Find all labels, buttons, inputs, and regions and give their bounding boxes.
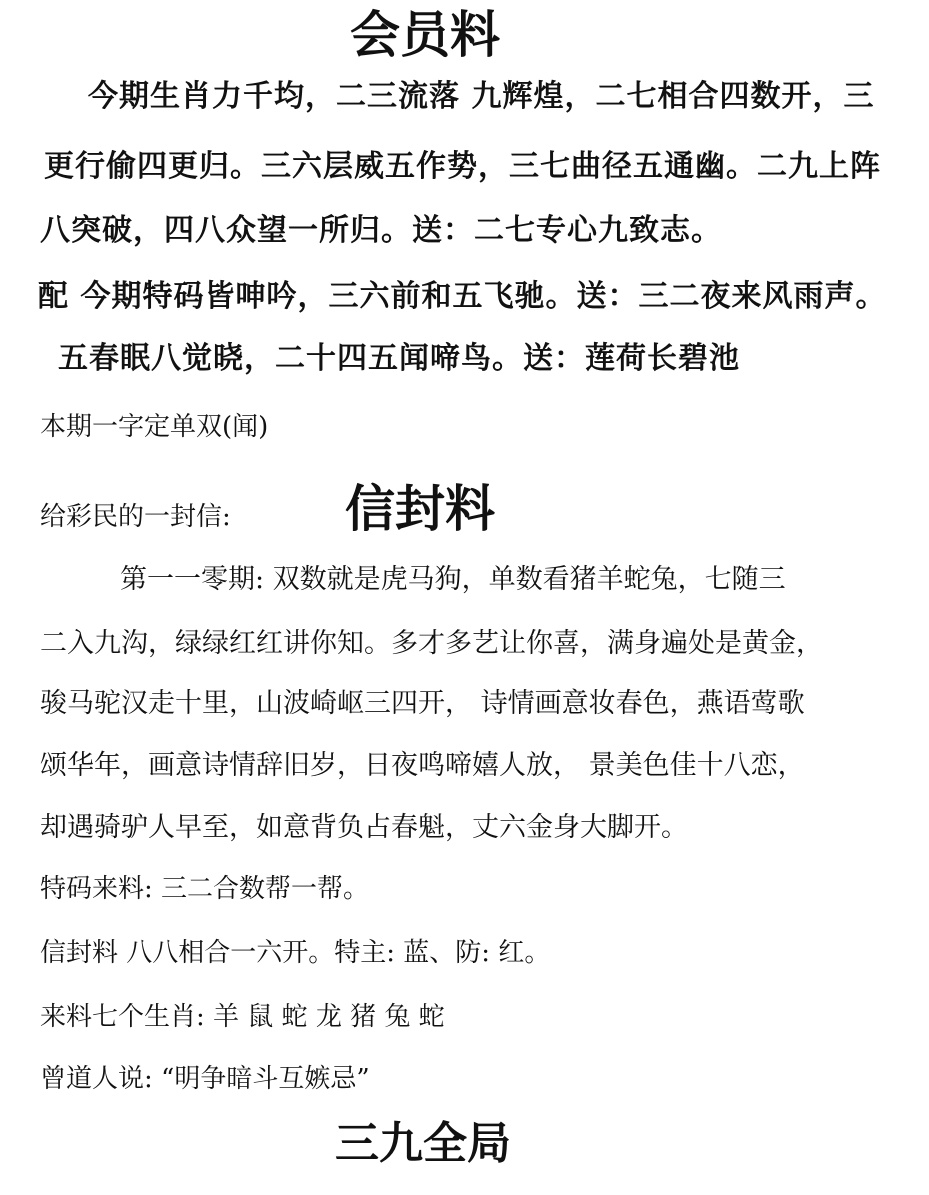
text-line: 颂华年，画意诗情辞旧岁，日夜鸣啼嬉人放， 景美色佳十八恋， bbox=[40, 750, 805, 781]
text-line: 第一一零期: 双数就是虎马狗，单数看猪羊蛇兔，七随三 bbox=[120, 564, 786, 595]
section-title-members: 会员料 bbox=[350, 5, 500, 64]
text-line: 今期生肖力千均，二三流落 九辉煌，二七相合四数开，三 bbox=[88, 79, 875, 114]
envelope-line: 信封料 八八相合一六开。特主: 蓝、防: 红。 bbox=[40, 938, 551, 968]
text-line: 更行偷四更归。三六层威五作势，三七曲径五通幽。二九上阵 bbox=[44, 149, 881, 184]
special-code-line: 特码来料: 三二合数帮一帮。 bbox=[40, 874, 370, 904]
text-line: 却遇骑驴人早至，如意背负占春魁，丈六金身大脚开。 bbox=[40, 812, 688, 843]
text-line: 八突破，四八众望一所归。送：二七专心九致志。 bbox=[40, 213, 722, 248]
text-line: 五春眠八觉晓，二十四五闻啼鸟。送：莲荷长碧池 bbox=[58, 341, 740, 376]
text-line: 配 今期特码皆呻吟，三六前和五飞驰。送：三二夜来风雨声。 bbox=[38, 279, 887, 314]
section-title-envelope: 信封料 bbox=[345, 479, 495, 538]
letter-intro: 给彩民的一封信: bbox=[40, 502, 231, 532]
zodiac-line: 来料七个生肖: 羊 鼠 蛇 龙 猪 兔 蛇 bbox=[40, 1002, 445, 1032]
section-title-overall: 三九全局 bbox=[335, 1118, 511, 1169]
quote-line: 曾道人说: “明争暗斗互嫉忌” bbox=[40, 1064, 370, 1094]
text-line: 本期一字定单双(闻) bbox=[40, 412, 269, 442]
text-line: 二入九沟，绿绿红红讲你知。多才多艺让你喜，满身遍处是黄金， bbox=[40, 628, 823, 659]
text-line: 骏马驼汉走十里，山波崎岖三四开， 诗情画意妆春色，燕语莺歌 bbox=[40, 688, 805, 719]
